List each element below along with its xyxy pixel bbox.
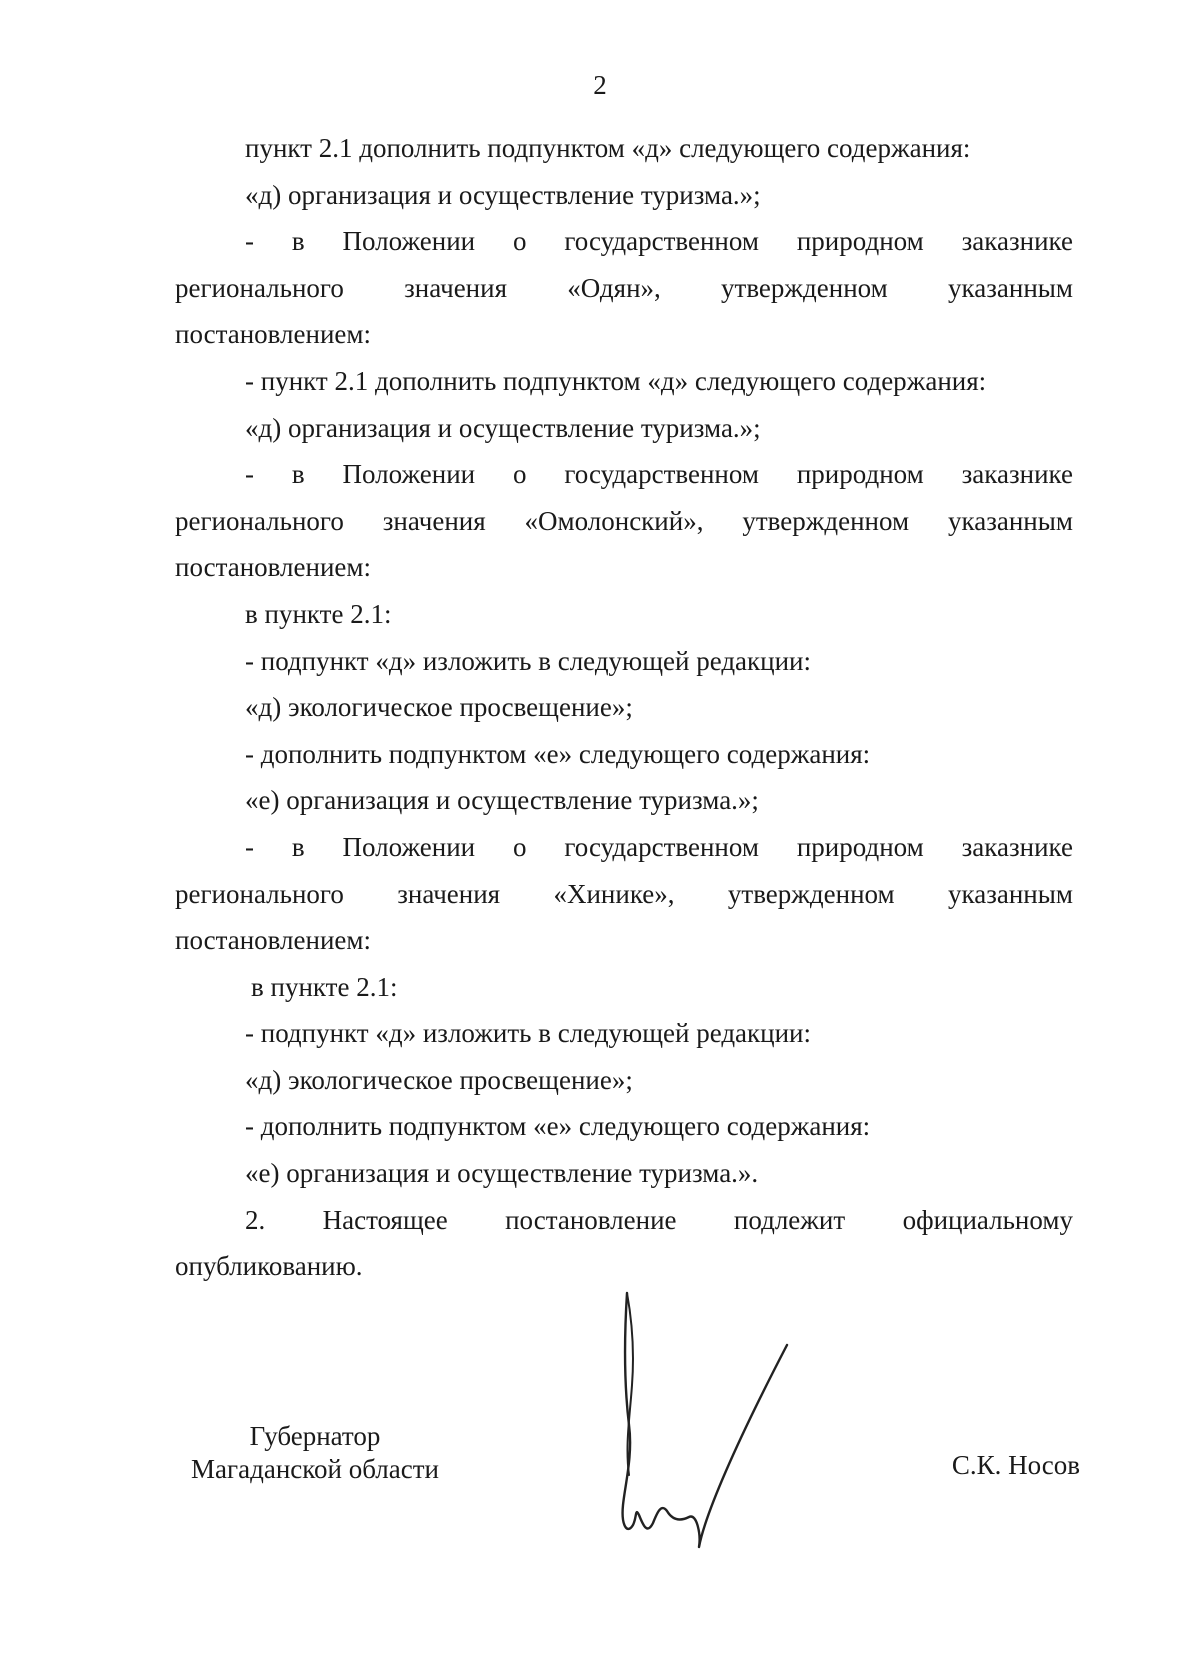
paragraph-justified-line — [175, 265, 1073, 312]
word: утвержденном — [727, 878, 895, 909]
word: указанным — [948, 505, 1073, 536]
document-body — [175, 125, 1073, 1290]
word: значения — [397, 878, 501, 909]
word: о — [513, 226, 527, 257]
word: указанным — [948, 272, 1073, 303]
word: заказнике — [961, 226, 1073, 257]
word: заказнике — [961, 831, 1073, 862]
word: - — [245, 459, 254, 490]
word: значения — [404, 272, 507, 303]
word: в — [291, 226, 305, 257]
word: значения — [382, 505, 486, 536]
word: «Хинике», — [553, 878, 675, 909]
paragraph-line: - подпункт «д» изложить в следующей редакции: — [245, 645, 812, 676]
word: регионального — [175, 272, 344, 303]
word: - — [245, 226, 254, 257]
word: Положении — [342, 226, 476, 257]
word: утвержденном — [742, 505, 910, 536]
word: о — [513, 831, 527, 862]
word: официальному — [902, 1204, 1073, 1235]
word: 2. — [245, 1204, 266, 1235]
word: природном — [796, 226, 924, 257]
paragraph-line: постановлением: — [175, 925, 371, 956]
word: заказнике — [961, 459, 1073, 490]
paragraph-line: - дополнить подпунктом «е» следующего содержания: — [245, 1111, 871, 1142]
paragraph-line: в пункте 2.1: — [251, 971, 398, 1002]
paragraph-line: - пункт 2.1 дополнить подпунктом «д» следующего содержания: — [245, 365, 987, 396]
paragraph-line: «д) организация и осуществление туризма.»; — [245, 179, 761, 210]
word: «Одян», — [567, 272, 661, 303]
word: указанным — [948, 878, 1073, 909]
word: подлежит — [733, 1204, 846, 1235]
paragraph-line: в пункте 2.1: — [245, 598, 392, 629]
signer-position — [180, 1420, 450, 1486]
signature-block — [180, 1420, 1080, 1560]
word: регионального — [175, 505, 344, 536]
word: Настоящее — [322, 1204, 448, 1235]
word: регионального — [175, 878, 344, 909]
word: государственном — [564, 226, 759, 257]
paragraph-line: «е) организация и осуществление туризма.». — [245, 1158, 759, 1189]
paragraph-justified-line — [175, 871, 1073, 918]
signer-position-line: Магаданской области — [191, 1454, 439, 1484]
paragraph-line: «д) экологическое просвещение»; — [245, 1064, 633, 1095]
word: о — [513, 459, 527, 490]
paragraph-justified-line — [175, 451, 1073, 498]
word: природном — [796, 831, 924, 862]
word: природном — [796, 459, 924, 490]
word: государственном — [564, 459, 759, 490]
paragraph-line: «д) экологическое просвещение»; — [245, 692, 633, 723]
paragraph-line: - дополнить подпунктом «е» следующего содержания: — [245, 738, 871, 769]
signer-position-line: Губернатор — [249, 1421, 381, 1451]
word: «Омолонский», — [524, 505, 704, 536]
paragraph-line: постановлением: — [175, 552, 371, 583]
paragraph-justified-line — [175, 218, 1073, 265]
page-number: 2 — [593, 70, 607, 100]
word: утвержденном — [721, 272, 888, 303]
word: Положении — [342, 831, 476, 862]
paragraph-line: «е) организация и осуществление туризма.»; — [245, 785, 759, 816]
paragraph-justified-line — [175, 824, 1073, 871]
paragraph-line: - подпункт «д» изложить в следующей редакции: — [245, 1018, 812, 1049]
word: - — [245, 831, 254, 862]
paragraph-justified-line — [175, 1197, 1073, 1244]
paragraph-line: постановлением: — [175, 319, 371, 350]
word: Положении — [342, 459, 476, 490]
word: постановление — [505, 1204, 677, 1235]
paragraph-justified-line — [175, 498, 1073, 545]
paragraph-line: «д) организация и осуществление туризма.»; — [245, 412, 761, 443]
paragraph-line: опубликованию. — [175, 1251, 363, 1282]
word: в — [291, 831, 305, 862]
paragraph-line: пункт 2.1 дополнить подпунктом «д» следующего содержания: — [245, 133, 971, 163]
word: государственном — [564, 831, 759, 862]
signer-name: С.К. Носов — [951, 1450, 1080, 1480]
word: в — [291, 459, 305, 490]
